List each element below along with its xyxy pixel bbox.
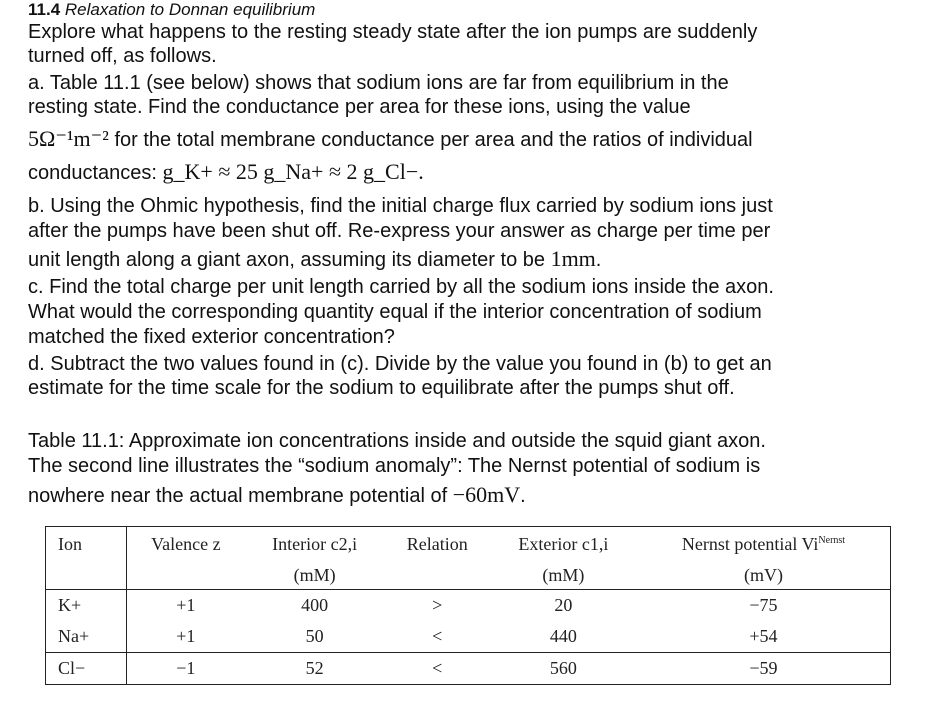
cell-nernst: −75 [637, 590, 891, 622]
unit-exterior: (mM) [542, 564, 585, 585]
part-c-line-3: matched the fixed exterior concentration? [28, 326, 395, 348]
part-a-line-3-rest: for the total membrane conductance per area and the ratios of individual [108, 129, 753, 151]
caption-line-3-lead: nowhere near the actual membrane potential of [28, 485, 453, 507]
cell-interior: 50 [305, 626, 324, 646]
part-a-line-4-lead: conductances: [28, 162, 163, 184]
cell-ion: Na+ [46, 621, 127, 653]
part-b-line-3-end: . [595, 249, 602, 271]
cell-ion: K+ [46, 590, 127, 622]
header-relation: Relation [406, 533, 468, 554]
cell-exterior: 440 [549, 626, 577, 646]
part-b-line-2: after the pumps have been shut off. Re-express your answer as charge per time per [28, 220, 771, 242]
part-a-line-1: a. Table 11.1 (see below) shows that sodium ions are far from equilibrium in the [28, 72, 729, 94]
ion-concentration-table [45, 526, 891, 685]
table-caption-line-2: The second line illustrates the “sodium anomaly”: The Nernst potential of sodium is [28, 455, 761, 477]
cell-valence: +1 [176, 626, 196, 646]
part-c-line-2: What would the corresponding quantity equal if the interior concentration of sodium [28, 301, 762, 323]
cell-interior: 52 [245, 653, 385, 685]
cell-valence: −1 [127, 653, 245, 685]
section-heading [28, 0, 315, 20]
table-header-row [46, 527, 891, 562]
cell-relation: < [385, 653, 490, 685]
cell-interior: 400 [245, 590, 385, 622]
header-interior: Interior c2,i [272, 533, 358, 554]
table-caption-line-3 [28, 483, 918, 508]
cell-exterior: 560 [490, 653, 637, 685]
table-row [46, 590, 891, 622]
header-nernst [637, 527, 891, 562]
cell-valence: +1 [127, 590, 245, 622]
intro-line-2: turned off, as follows. [28, 45, 217, 67]
header-nernst-label: Nernst potential Vi [681, 533, 819, 554]
cell-nernst: −59 [637, 653, 891, 685]
header-nernst-sup: Nernst [818, 534, 846, 546]
membrane-potential: −60mV [452, 482, 521, 507]
cell-nernst: +54 [749, 626, 778, 646]
part-b-line-3-lead: unit length along a giant axon, assuming its diameter to be [28, 249, 551, 271]
conductance-ratio: g_K+ ≈ 25 g_Na+ ≈ 2 g_Cl−. [162, 159, 424, 184]
part-a-line-4 [28, 160, 918, 185]
cell-relation: > [385, 590, 490, 622]
cell-exterior: 20 [490, 590, 637, 622]
part-b-line-3 [28, 247, 918, 272]
table-caption-line-1: Table 11.1: Approximate ion concentrations inside and outside the squid giant axon. [28, 430, 766, 452]
header-valence: Valence z [151, 533, 221, 554]
cell-relation: < [432, 626, 443, 646]
header-ion: Ion [46, 527, 127, 562]
table-row [46, 621, 891, 653]
cell-ion: Cl− [46, 653, 127, 685]
table-row [46, 653, 891, 685]
part-d-line-2: estimate for the time scale for the sodium to equilibrate after the pumps shut off. [28, 377, 735, 399]
intro-line-1: Explore what happens to the resting steady state after the ion pumps are suddenly [28, 21, 758, 43]
caption-line-3-end: . [520, 485, 526, 507]
part-d-line-1: d. Subtract the two values found in (c). Divide by the value you found in (b) to get an [28, 353, 772, 375]
axon-diameter: 1mm [550, 246, 596, 271]
part-a-line-3 [28, 127, 918, 152]
part-a-line-2: resting state. Find the conductance per area for these ions, using the value [28, 96, 691, 118]
part-c-line-1: c. Find the total charge per unit length carried by all the sodium ions inside the axon. [28, 276, 774, 298]
part-b-line-1: b. Using the Ohmic hypothesis, find the initial charge flux carried by sodium ions just [28, 195, 773, 217]
unit-nernst: (mV) [743, 564, 783, 585]
unit-interior: (mM) [293, 564, 336, 585]
section-number: 11.4 [28, 0, 61, 19]
table-units-row [46, 561, 891, 590]
section-title: Relaxation to Donnan equilibrium [64, 0, 316, 19]
conductance-value: 5Ω⁻¹m⁻² [28, 126, 109, 151]
header-exterior: Exterior c1,i [518, 533, 609, 554]
